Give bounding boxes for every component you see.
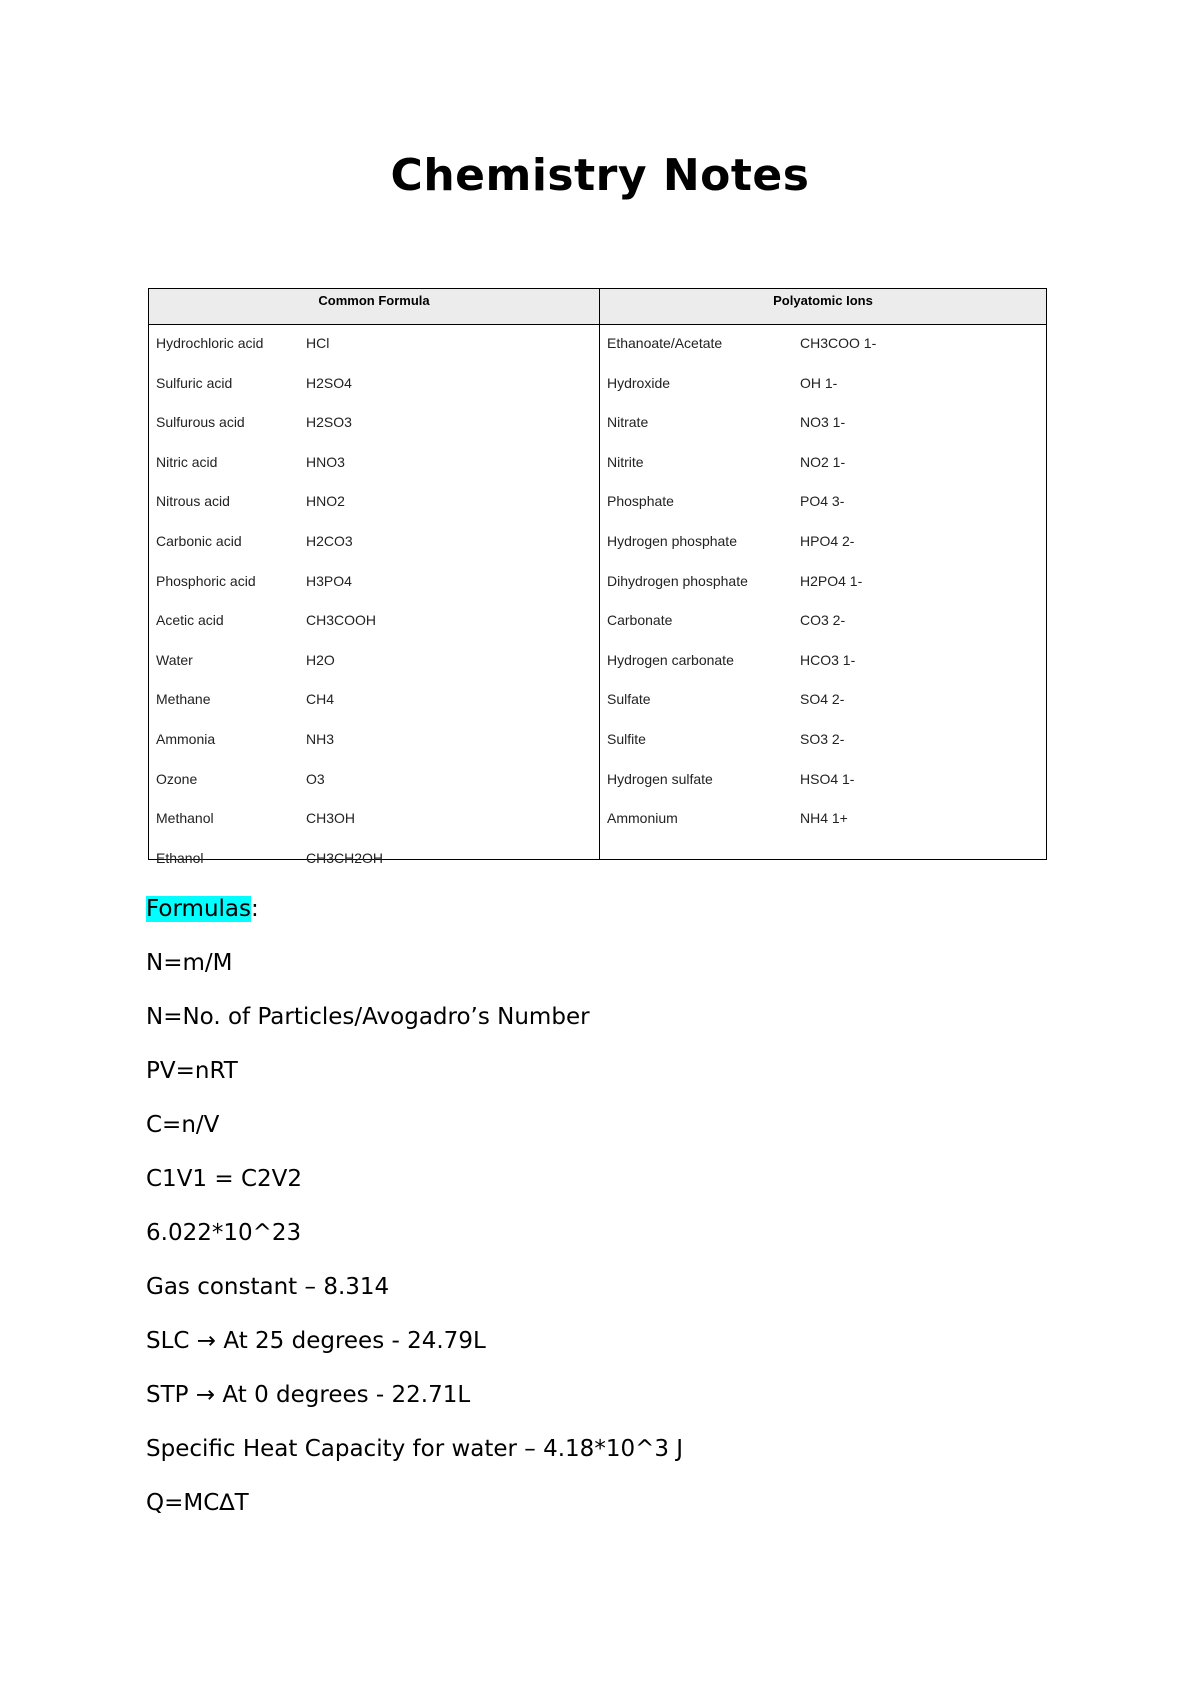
ion-name: Sulfite	[607, 731, 646, 747]
ion-row	[600, 612, 1046, 652]
compound-formula: CH3COOH	[306, 612, 377, 629]
ion-formula: CH3COO 1-	[800, 335, 877, 351]
compound-row	[149, 771, 599, 811]
compound-name: Sulfuric acid	[156, 374, 233, 391]
ion-name: Carbonate	[607, 612, 673, 629]
ion-formula: NO3 1-	[800, 414, 846, 431]
ion-row	[600, 375, 1046, 415]
compound-formula: H2CO3	[306, 533, 353, 549]
ion-name: Ammonium	[607, 810, 678, 827]
compound-row	[149, 652, 599, 692]
formula-list	[146, 948, 683, 1542]
ion-name: Ethanoate/Acetate	[607, 335, 723, 351]
ion-formula: NH4 1+	[800, 810, 848, 827]
ion-name: Hydrogen sulfate	[607, 770, 713, 787]
compound-formula: H3PO4	[306, 572, 352, 589]
ion-formula: CO3 2-	[800, 612, 846, 629]
common-formula-header: Common Formula	[149, 289, 599, 325]
formula-line: SLC → At 25 degrees - 24.79L	[146, 1328, 486, 1354]
ion-row	[600, 414, 1046, 454]
compound-row	[149, 731, 599, 771]
formula-line: C1V1 = C2V2	[146, 1166, 303, 1192]
ion-formula: NO2 1-	[800, 453, 846, 470]
compound-row	[149, 810, 599, 850]
compound-name: Sulfurous acid	[156, 414, 245, 431]
compound-name: Carbonic acid	[156, 533, 242, 549]
ion-row	[600, 533, 1046, 573]
compound-formula: H2SO3	[306, 414, 352, 431]
compound-name: Ozone	[156, 770, 198, 787]
ion-row	[600, 573, 1046, 613]
compound-name: Acetic acid	[156, 612, 224, 629]
compound-name: Ammonia	[156, 731, 216, 747]
compound-formula: HNO3	[306, 453, 345, 470]
ion-name: Sulfate	[607, 691, 651, 708]
compound-formula: CH3CH2OH	[306, 849, 384, 866]
compound-row	[149, 493, 599, 533]
ion-row	[600, 335, 1046, 375]
formula-line: N=m/M	[146, 950, 233, 976]
compound-formula: H2SO4	[306, 374, 352, 391]
formulas-heading	[146, 894, 683, 948]
formula-line: Specific Heat Capacity for water – 4.18*10^3 J	[146, 1436, 684, 1462]
polyatomic-ions-column	[600, 289, 1046, 859]
compound-row	[149, 850, 599, 890]
compound-row	[149, 612, 599, 652]
ion-name: Nitrate	[607, 414, 649, 431]
formulas-section	[146, 894, 683, 1542]
compound-name: Water	[156, 651, 193, 668]
compound-name: Phosphoric acid	[156, 572, 256, 589]
ion-row	[600, 731, 1046, 771]
ion-name: Hydroxide	[607, 374, 671, 391]
ion-formula: HCO3 1-	[800, 651, 856, 668]
common-formula-column	[149, 289, 600, 866]
ion-name: Dihydrogen phosphate	[607, 572, 748, 589]
ion-formula: HPO4 2-	[800, 533, 855, 549]
ion-formula: PO4 3-	[800, 493, 845, 510]
ion-formula: HSO4 1-	[800, 770, 855, 787]
compound-name: Methane	[156, 691, 211, 708]
ion-formula: OH 1-	[800, 374, 838, 391]
ion-formula: SO3 2-	[800, 731, 845, 747]
formula-line: PV=nRT	[146, 1058, 238, 1084]
compound-formula: HCl	[306, 335, 330, 351]
ion-formula: SO4 2-	[800, 691, 845, 708]
ion-row	[600, 454, 1046, 494]
compound-row	[149, 335, 599, 375]
compound-name: Ethanol	[156, 849, 204, 866]
page-title: Chemistry Notes	[390, 150, 810, 201]
formula-line: N=No. of Particles/Avogadro’s Number	[146, 1004, 590, 1030]
ion-name: Hydrogen carbonate	[607, 651, 734, 668]
compound-row	[149, 375, 599, 415]
compound-formula: CH4	[306, 691, 335, 708]
ion-name: Phosphate	[607, 493, 674, 510]
compound-formula: O3	[306, 770, 325, 787]
ion-formula: H2PO4 1-	[800, 572, 863, 589]
compound-row	[149, 533, 599, 573]
formula-line: Q=MC∆T	[146, 1490, 249, 1516]
chemistry-table	[148, 288, 1047, 866]
compound-formula: H2O	[306, 651, 335, 668]
compound-formula: CH3OH	[306, 810, 356, 827]
compound-formula: HNO2	[306, 493, 345, 510]
highlighted-heading: Formulas	[146, 896, 251, 922]
formula-line: STP → At 0 degrees - 22.71L	[146, 1382, 471, 1408]
compound-name: Methanol	[156, 810, 214, 827]
compound-row	[149, 454, 599, 494]
compound-row	[149, 573, 599, 613]
compound-row	[149, 691, 599, 731]
ion-row	[600, 493, 1046, 533]
ion-row	[600, 771, 1046, 811]
polyatomic-ions-header: Polyatomic Ions	[600, 289, 1046, 325]
compound-formula: NH3	[306, 731, 335, 747]
compound-name: Hydrochloric acid	[156, 335, 264, 351]
ion-row	[600, 691, 1046, 731]
ion-name: Nitrite	[607, 453, 644, 470]
ion-row	[600, 652, 1046, 692]
ion-row	[600, 810, 1046, 850]
compound-row	[149, 414, 599, 454]
heading-colon: :	[250, 896, 259, 922]
compound-name: Nitrous acid	[156, 493, 230, 510]
ion-name: Hydrogen phosphate	[607, 533, 737, 549]
formula-line: Gas constant – 8.314	[146, 1274, 390, 1300]
formula-line: 6.022*10^23	[146, 1220, 302, 1246]
formula-line: C=n/V	[146, 1112, 220, 1138]
compound-name: Nitric acid	[156, 453, 218, 470]
